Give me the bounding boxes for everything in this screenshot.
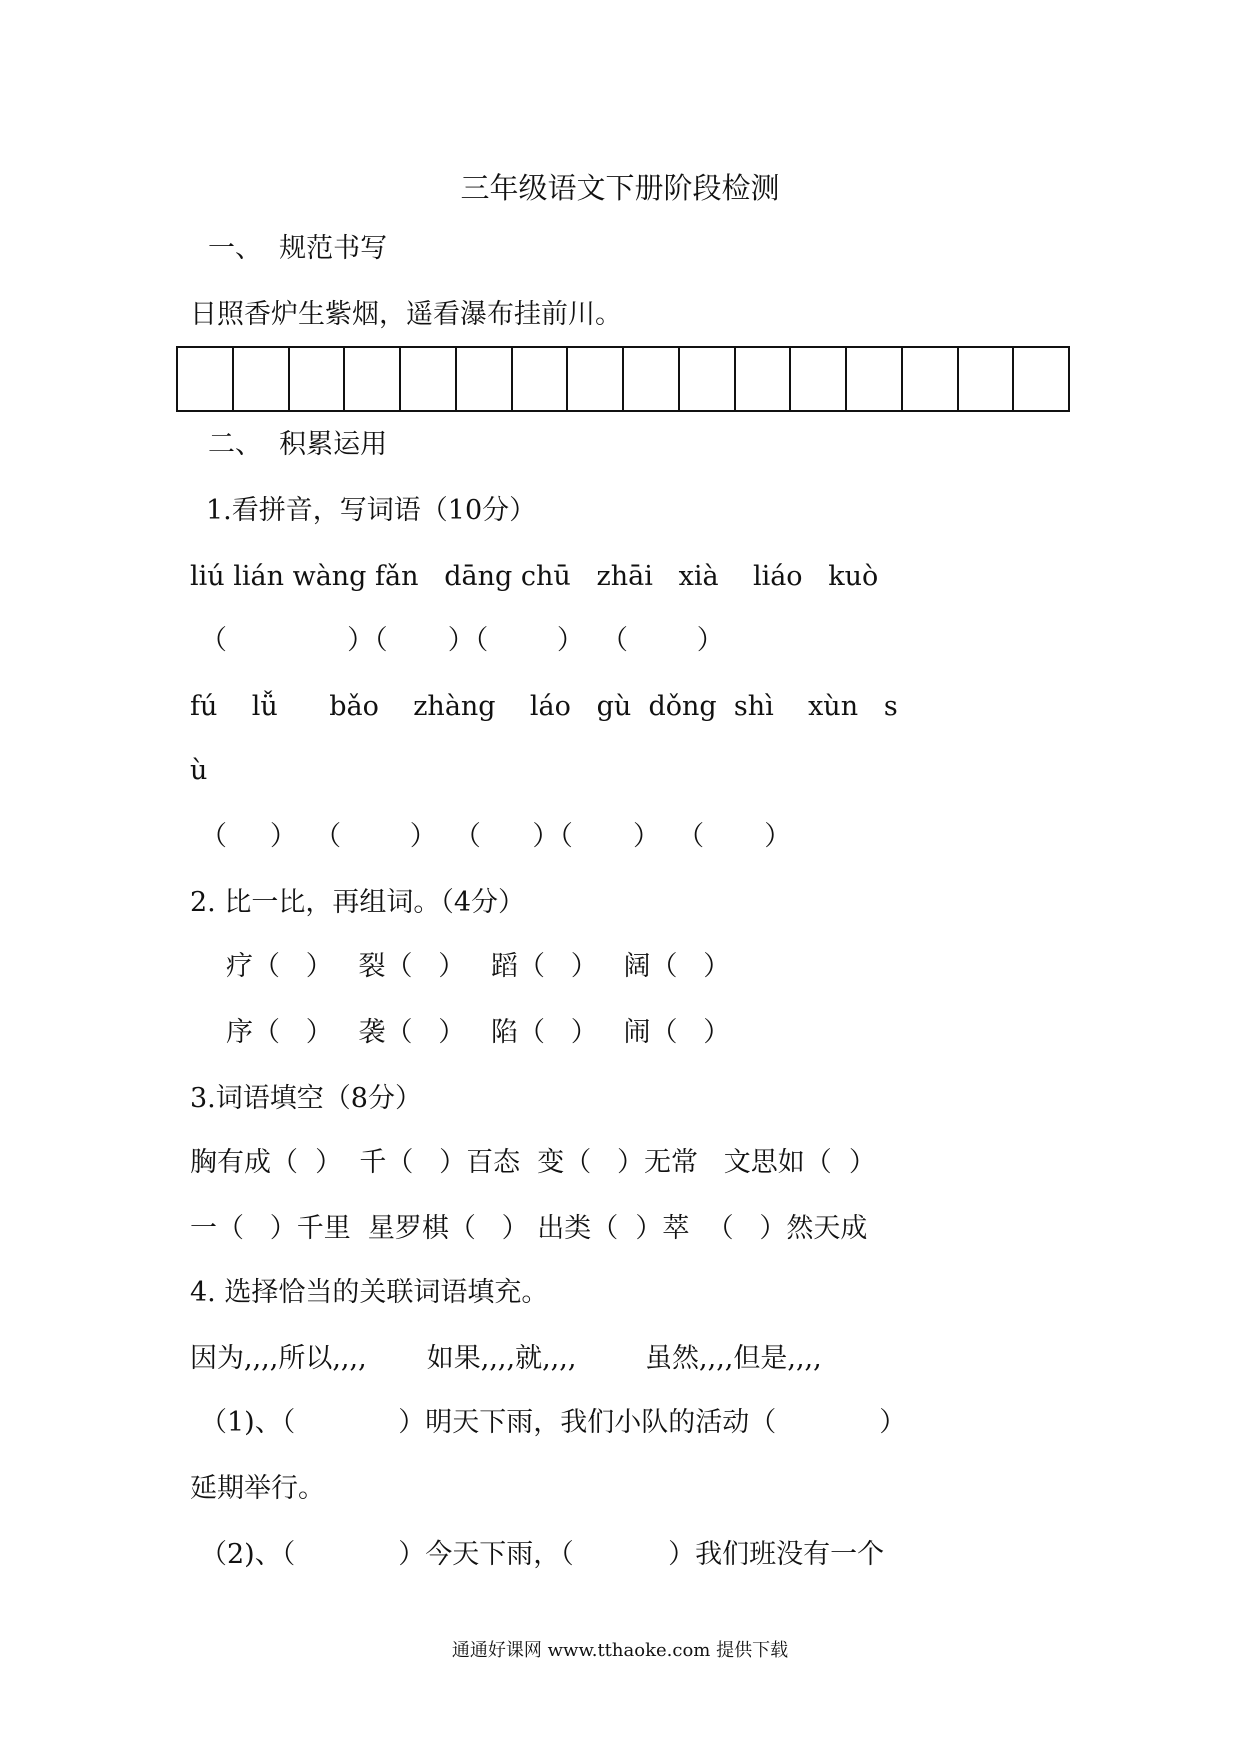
q1-pinyin-row1: liú lián wàng fǎn dāng chū zhāi xià liáo kuò [190,561,879,592]
q1-title: 1.看拼音，写词语（10分） [206,495,537,526]
writing-cell[interactable] [791,348,847,410]
writing-cell[interactable] [234,348,290,410]
q4-item1[interactable]: （1)、（ ）明天下雨，我们小队的活动（ ） [200,1407,907,1438]
q2-row1[interactable]: 疗（ ） 裂（ ） 蹈（ ） 阔（ ） [226,951,731,982]
q3-row1[interactable]: 胸有成（ ） 千（ ）百态 变（ ）无常 文思如（ ） [190,1147,876,1178]
q2-title: 2. 比一比，再组词。（4分） [190,887,526,918]
writing-cell[interactable] [1014,348,1068,410]
q4-item1-cont: 延期举行。 [190,1473,325,1504]
q4-title: 4. 选择恰当的关联词语填充。 [190,1277,549,1308]
writing-cell[interactable] [345,348,401,410]
q3-title: 3.词语填空（8分） [190,1083,422,1114]
writing-grid [176,346,1070,412]
section1-heading: 一、 规范书写 [208,233,388,264]
writing-cell[interactable] [568,348,624,410]
writing-cell[interactable] [680,348,736,410]
poem-line: 日照香炉生紫烟，遥看瀑布挂前川。 [190,299,622,330]
q2-row2[interactable]: 序（ ） 袭（ ） 陷（ ） 闹（ ） [226,1017,731,1048]
writing-cell[interactable] [457,348,513,410]
writing-cell[interactable] [959,348,1015,410]
writing-cell[interactable] [290,348,346,410]
writing-cell[interactable] [624,348,680,410]
writing-cell[interactable] [513,348,569,410]
q1-blanks-row2[interactable]: （ ） （ ） （ ）（ ） （ ） [200,821,792,852]
writing-cell[interactable] [903,348,959,410]
writing-cell[interactable] [401,348,457,410]
page-title: 三年级语文下册阶段检测 [460,171,780,205]
q4-options: 因为,,,,所以,,,, 如果,,,,就,,,, 虽然,,,,但是,,,, [190,1343,822,1374]
writing-cell[interactable] [847,348,903,410]
section2-heading: 二、 积累运用 [208,429,388,460]
q1-pinyin-row2: fú lǚ bǎo zhàng láo gù dǒng shì xùn s [190,691,898,722]
q1-pinyin-row2-wrap: ù [190,755,208,786]
q3-row2[interactable]: 一（ ）千里 星罗棋（ ） 出类（ ）萃 （ ）然天成 [190,1213,868,1244]
writing-cell[interactable] [736,348,792,410]
q4-item2[interactable]: （2)、（ ）今天下雨，（ ）我们班没有一个 [200,1539,885,1570]
writing-cell[interactable] [178,348,234,410]
q1-blanks-row1[interactable]: （ ）（ ）（ ） （ ） [200,625,724,656]
footer-credit: 通通好课网 www.tthaoke.com 提供下载 [451,1640,789,1661]
